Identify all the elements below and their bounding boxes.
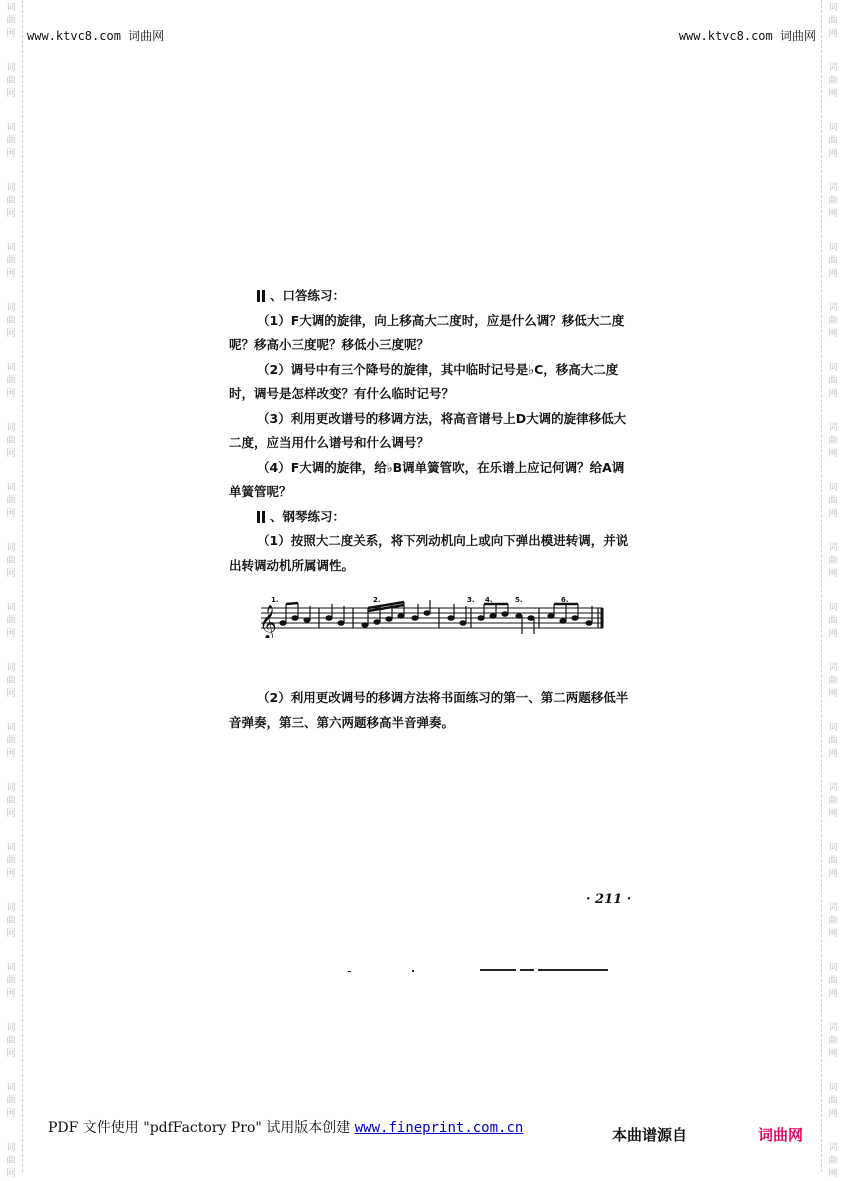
watermark-char: 网 xyxy=(828,449,838,459)
motif-label: 4. xyxy=(485,596,493,604)
watermark-char: 词 xyxy=(6,1143,16,1153)
watermark-char: 网 xyxy=(828,209,838,219)
watermark-char: 曲 xyxy=(6,1036,16,1046)
motif-label: 6. xyxy=(561,596,569,604)
exercise-text: 利用更改调号的移调方法将书面练习的第一、第二两题移低半音弹奏，第三、第六两题移高半音弹奏。 xyxy=(229,690,629,730)
watermark-char: 网 xyxy=(6,509,16,519)
watermark-char: 网 xyxy=(6,809,16,819)
watermark-char: 曲 xyxy=(6,196,16,206)
header-right xyxy=(679,27,816,44)
watermark-stack xyxy=(0,542,22,581)
question-text: 调号中有三个降号的旋律，其中临时记号是♭C，移高大二度时，调号是怎样改变？有什么临时记号？ xyxy=(229,361,619,401)
watermark-char: 词 xyxy=(828,363,838,373)
watermark-char: 曲 xyxy=(6,316,16,326)
watermark-char: 网 xyxy=(828,929,838,939)
watermark-char: 网 xyxy=(6,869,16,879)
watermark-char: 曲 xyxy=(828,436,838,446)
watermark-char: 网 xyxy=(6,389,16,399)
watermark-stack xyxy=(822,182,844,221)
watermark-char: 曲 xyxy=(828,1156,838,1166)
right-watermark-column xyxy=(821,0,844,1179)
watermark-char: 网 xyxy=(828,149,838,159)
watermark-stack xyxy=(822,842,844,881)
question-number: （2） xyxy=(257,361,291,377)
section-piano-heading xyxy=(229,505,631,530)
watermark-char: 曲 xyxy=(828,16,838,26)
watermark-char: 词 xyxy=(6,603,16,613)
watermark-char: 网 xyxy=(828,329,838,339)
watermark-stack xyxy=(822,302,844,341)
watermark-char: 词 xyxy=(6,63,16,73)
watermark-stack xyxy=(822,482,844,521)
watermark-char: 网 xyxy=(828,989,838,999)
watermark-stack xyxy=(822,2,844,41)
header-left-url[interactable]: www.ktvc8.com xyxy=(27,29,121,43)
watermark-stack xyxy=(0,302,22,341)
watermark-char: 曲 xyxy=(6,1156,16,1166)
watermark-char: 词 xyxy=(828,663,838,673)
watermark-char: 曲 xyxy=(828,376,838,386)
watermark-char: 词 xyxy=(6,243,16,253)
watermark-char: 网 xyxy=(828,569,838,579)
watermark-stack xyxy=(822,722,844,761)
header-left xyxy=(27,27,164,44)
watermark-char: 曲 xyxy=(828,256,838,266)
watermark-char: 网 xyxy=(828,809,838,819)
watermark-char: 网 xyxy=(6,569,16,579)
fineprint-link[interactable]: www.fineprint.com.cn xyxy=(354,1120,524,1136)
left-watermark-column xyxy=(0,0,23,1179)
exercise-number: （1） xyxy=(257,533,291,548)
footer-note-text: PDF 文件使用 "pdfFactory Pro" 试用版本创建 xyxy=(48,1120,355,1136)
watermark-char: 网 xyxy=(6,209,16,219)
watermark-char: 曲 xyxy=(828,976,838,986)
watermark-stack xyxy=(822,422,844,461)
treble-clef-icon: 𝄞 xyxy=(259,605,277,638)
exercise-text: 按照大二度关系，将下列动机向上或向下弹出模进转调，并说出转调动机所属调性。 xyxy=(229,533,629,573)
watermark-char: 词 xyxy=(6,783,16,793)
watermark-char: 网 xyxy=(6,1049,16,1059)
piano-exercise-1 xyxy=(229,529,631,578)
watermark-stack xyxy=(822,902,844,941)
watermark-char: 曲 xyxy=(828,196,838,206)
watermark-char: 词 xyxy=(828,483,838,493)
watermark-char: 曲 xyxy=(828,316,838,326)
motif-label: 1. xyxy=(271,596,279,604)
watermark-stack xyxy=(0,182,22,221)
watermark-char: 网 xyxy=(828,509,838,519)
staff-svg xyxy=(257,594,605,638)
watermark-char: 词 xyxy=(828,843,838,853)
watermark-char: 曲 xyxy=(828,496,838,506)
watermark-char: 词 xyxy=(6,843,16,853)
piano-exercise-2 xyxy=(229,686,631,735)
watermark-char: 词 xyxy=(6,423,16,433)
watermark-char: 词 xyxy=(6,3,16,13)
watermark-char: 曲 xyxy=(6,1096,16,1106)
watermark-char: 曲 xyxy=(6,136,16,146)
watermark-char: 词 xyxy=(828,903,838,913)
watermark-stack xyxy=(822,662,844,701)
watermark-char: 词 xyxy=(828,603,838,613)
roman-numeral-3 xyxy=(257,511,265,523)
watermark-char: 曲 xyxy=(6,856,16,866)
header-right-url[interactable]: www.ktvc8.com xyxy=(678,29,773,43)
question-number: （4） xyxy=(257,459,291,475)
watermark-char: 网 xyxy=(6,1109,16,1119)
watermark-char: 网 xyxy=(828,869,838,879)
watermark-char: 曲 xyxy=(6,436,16,446)
watermark-char: 曲 xyxy=(828,796,838,806)
watermark-char: 网 xyxy=(828,1109,838,1119)
watermark-char: 网 xyxy=(828,689,838,699)
watermark-char: 网 xyxy=(6,749,16,759)
watermark-stack xyxy=(822,242,844,281)
watermark-char: 网 xyxy=(828,89,838,99)
watermark-char: 网 xyxy=(6,449,16,459)
watermark-char: 词 xyxy=(828,1143,838,1153)
watermark-char: 曲 xyxy=(6,736,16,746)
watermark-char: 词 xyxy=(828,183,838,193)
watermark-stack xyxy=(0,2,22,41)
watermark-char: 网 xyxy=(6,929,16,939)
page-number: · 211 · xyxy=(586,892,632,907)
header-right-name: 词曲网 xyxy=(779,29,816,43)
watermark-stack xyxy=(0,962,22,1001)
watermark-char: 词 xyxy=(828,723,838,733)
watermark-char: 词 xyxy=(6,363,16,373)
watermark-char: 网 xyxy=(6,1169,16,1179)
watermark-char: 词 xyxy=(6,303,16,313)
watermark-stack xyxy=(822,62,844,101)
watermark-char: 网 xyxy=(6,269,16,279)
question-2 xyxy=(229,358,631,407)
watermark-stack xyxy=(0,362,22,401)
watermark-char: 词 xyxy=(828,543,838,553)
watermark-char: 曲 xyxy=(6,376,16,386)
watermark-stack xyxy=(0,1082,22,1121)
watermark-char: 网 xyxy=(6,89,16,99)
watermark-stack xyxy=(0,662,22,701)
watermark-stack xyxy=(0,902,22,941)
watermark-char: 曲 xyxy=(6,76,16,86)
watermark-stack xyxy=(822,362,844,401)
watermark-char: 网 xyxy=(828,1049,838,1059)
section-piano-title: 、钢琴练习： xyxy=(270,508,346,524)
watermark-char: 网 xyxy=(6,989,16,999)
watermark-char: 网 xyxy=(6,329,16,339)
watermark-stack xyxy=(822,1142,844,1181)
roman-numeral-2 xyxy=(257,290,265,302)
watermark-char: 网 xyxy=(828,629,838,639)
watermark-char: 曲 xyxy=(6,916,16,926)
question-text: F大调的旋律，给♭B调单簧管吹，在乐谱上应记何调？给A调单簧管呢？ xyxy=(229,459,625,499)
question-text: F大调的旋律，向上移高大二度时，应是什么调？移低大二度呢？移高小三度呢？移低小三度呢？ xyxy=(229,312,625,352)
watermark-stack xyxy=(0,242,22,281)
watermark-stack xyxy=(0,1142,22,1181)
watermark-stack xyxy=(822,782,844,821)
header-left-name: 词曲网 xyxy=(128,29,165,43)
watermark-char: 曲 xyxy=(828,1096,838,1106)
watermark-stack xyxy=(822,542,844,581)
watermark-char: 曲 xyxy=(828,76,838,86)
question-1 xyxy=(229,309,631,358)
watermark-char: 词 xyxy=(828,123,838,133)
question-number: （3） xyxy=(257,410,291,426)
footer-pdf-note xyxy=(48,1117,523,1137)
watermark-char: 网 xyxy=(6,29,16,39)
watermark-char: 曲 xyxy=(828,556,838,566)
watermark-char: 曲 xyxy=(6,16,16,26)
watermark-stack xyxy=(822,1082,844,1121)
watermark-stack xyxy=(0,62,22,101)
watermark-char: 网 xyxy=(6,629,16,639)
watermark-stack xyxy=(0,782,22,821)
watermark-char: 曲 xyxy=(828,676,838,686)
watermark-char: 词 xyxy=(828,303,838,313)
watermark-char: 网 xyxy=(828,749,838,759)
watermark-stack xyxy=(0,422,22,461)
watermark-char: 词 xyxy=(828,1083,838,1093)
question-4 xyxy=(229,456,631,505)
watermark-char: 词 xyxy=(6,723,16,733)
watermark-stack xyxy=(822,602,844,641)
watermark-stack xyxy=(0,482,22,521)
watermark-stack xyxy=(0,842,22,881)
footer-brand[interactable]: 词曲网 xyxy=(758,1126,804,1144)
watermark-char: 曲 xyxy=(6,496,16,506)
watermark-char: 曲 xyxy=(828,916,838,926)
watermark-char: 词 xyxy=(828,1023,838,1033)
watermark-char: 词 xyxy=(828,963,838,973)
watermark-char: 曲 xyxy=(6,676,16,686)
watermark-char: 词 xyxy=(6,183,16,193)
section-oral-title: 、口答练习： xyxy=(270,288,346,303)
question-text: 利用更改谱号的移调方法，将高音谱号上D大调的旋律移低大二度，应当用什么谱号和什么调号？ xyxy=(229,410,627,450)
watermark-char: 词 xyxy=(6,123,16,133)
watermark-char: 曲 xyxy=(828,136,838,146)
watermark-char: 词 xyxy=(6,903,16,913)
watermark-char: 词 xyxy=(6,483,16,493)
watermark-char: 词 xyxy=(6,543,16,553)
question-number: （1） xyxy=(257,312,291,328)
watermark-char: 曲 xyxy=(828,736,838,746)
watermark-stack xyxy=(822,1022,844,1061)
watermark-char: 词 xyxy=(828,243,838,253)
motif-label: 5. xyxy=(515,596,523,604)
watermark-stack xyxy=(0,602,22,641)
watermark-char: 网 xyxy=(6,689,16,699)
watermark-char: 曲 xyxy=(6,616,16,626)
watermark-stack xyxy=(822,122,844,161)
motif-notes xyxy=(280,600,602,634)
footer-source-label: 本曲谱源自 xyxy=(612,1126,688,1144)
watermark-stack xyxy=(0,722,22,761)
question-3 xyxy=(229,407,631,456)
watermark-char: 曲 xyxy=(828,1036,838,1046)
watermark-char: 网 xyxy=(828,389,838,399)
watermark-char: 曲 xyxy=(6,256,16,266)
watermark-stack xyxy=(0,1022,22,1061)
watermark-char: 词 xyxy=(828,783,838,793)
music-staff-excerpt xyxy=(257,594,605,638)
motif-label: 2. xyxy=(373,596,381,604)
exercise-number: （2） xyxy=(257,690,291,705)
watermark-char: 词 xyxy=(6,1023,16,1033)
watermark-char: 网 xyxy=(828,29,838,39)
watermark-char: 网 xyxy=(828,269,838,279)
section-oral-heading xyxy=(229,284,631,309)
exercise-content xyxy=(229,284,631,735)
watermark-char: 词 xyxy=(828,3,838,13)
watermark-char: 网 xyxy=(6,149,16,159)
watermark-char: 词 xyxy=(6,663,16,673)
watermark-stack xyxy=(0,122,22,161)
watermark-char: 曲 xyxy=(6,796,16,806)
watermark-stack xyxy=(822,962,844,1001)
watermark-char: 词 xyxy=(828,63,838,73)
watermark-char: 曲 xyxy=(828,856,838,866)
watermark-char: 曲 xyxy=(6,976,16,986)
watermark-char: 词 xyxy=(6,963,16,973)
watermark-char: 网 xyxy=(828,1169,838,1179)
watermark-char: 曲 xyxy=(6,556,16,566)
watermark-char: 词 xyxy=(6,1083,16,1093)
watermark-char: 曲 xyxy=(828,616,838,626)
scan-artifact xyxy=(340,966,620,974)
motif-label: 3. xyxy=(467,596,475,604)
watermark-char: 词 xyxy=(828,423,838,433)
